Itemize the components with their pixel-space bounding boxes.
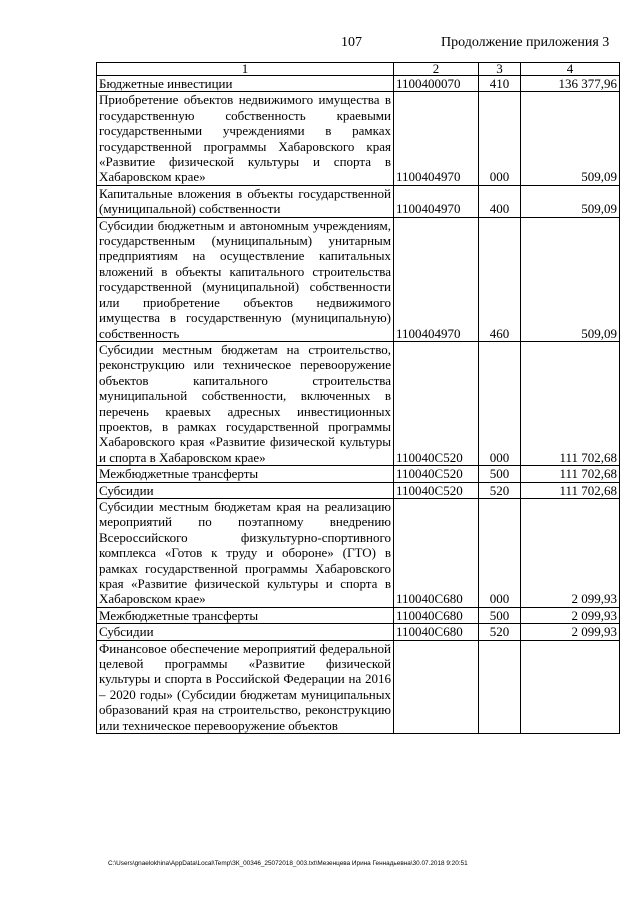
row-amount: 111 702,68 (521, 482, 620, 498)
row-type: 000 (479, 341, 521, 465)
row-type: 520 (479, 624, 521, 640)
row-code: 1100400070 (394, 76, 479, 92)
table-row (97, 624, 620, 640)
row-amount: 136 377,96 (521, 76, 620, 92)
row-type: 000 (479, 92, 521, 185)
row-type: 520 (479, 482, 521, 498)
row-code: 110040С520 (394, 341, 479, 465)
row-code: 1100404970 (394, 217, 479, 341)
row-type: 500 (479, 466, 521, 482)
row-name: Бюджетные инвестиции (97, 76, 394, 92)
row-name: Субсидии (97, 624, 394, 640)
table-row (97, 498, 620, 607)
table-row (97, 185, 620, 217)
row-amount: 509,09 (521, 185, 620, 217)
table-row (97, 92, 620, 185)
row-amount: 2 099,93 (521, 498, 620, 607)
row-name: Капитальные вложения в объекты государственной (муниципальной) собственности (97, 185, 394, 217)
continuation-title: Продолжение приложения 3 (441, 35, 610, 50)
row-name: Приобретение объектов недвижимого имущества в государственную собственность краевыми государственными учреждениями в рамках государственной программы Хабаровского края «Развитие физической культуры и спорта в Хабаровском крае» (97, 92, 394, 185)
table-row (97, 482, 620, 498)
column-header: 2 (394, 63, 479, 76)
column-header: 4 (521, 63, 620, 76)
row-name: Субсидии (97, 482, 394, 498)
file-path-footer: C:\Users\gnaelokhina\AppData\Local\Temp\ЗК_00346_25072018_003.txt\Мезенцева Ирина Геннадьевна\30.07.2018 9:20:51 (108, 860, 468, 867)
row-type: 460 (479, 217, 521, 341)
row-code (394, 640, 479, 733)
table-row (97, 76, 620, 92)
row-type: 410 (479, 76, 521, 92)
row-code: 1100404970 (394, 92, 479, 185)
row-code: 110040С520 (394, 466, 479, 482)
row-name: Субсидии местным бюджетам края на реализацию мероприятий по поэтапному внедрению Всероссийского физкультурно-спортивного комплекса «Готов к труду и обороне» (ГТО) в рамках государственной программы Хабаровского края «Развитие физической культуры и спорта в Хабаровском крае» (97, 498, 394, 607)
row-amount (521, 640, 620, 733)
table-row (97, 466, 620, 482)
column-header: 1 (97, 63, 394, 76)
row-name: Субсидии бюджетным и автономным учреждениям, государственным (муниципальным) унитарным предприятиям на осуществление капитальных вложений в объекты капитального строительства государственной (муниципальной) собственности или приобретение объектов недвижимого имущества в государственную (муниципальную) собственность (97, 217, 394, 341)
row-amount: 111 702,68 (521, 341, 620, 465)
column-header-row (97, 63, 620, 76)
row-type (479, 640, 521, 733)
page-number: 107 (341, 35, 362, 50)
row-type: 000 (479, 498, 521, 607)
row-name: Межбюджетные трансферты (97, 607, 394, 623)
budget-table (96, 62, 620, 734)
row-amount: 111 702,68 (521, 466, 620, 482)
column-header: 3 (479, 63, 521, 76)
row-name: Финансовое обеспечение мероприятий федеральной целевой программы «Развитие физической культуры и спорта в Российской Федерации на 2016 – 2020 годы» (Субсидии бюджетам муниципальных образований края на строительство, реконструкцию или техническое перевооружение объектов (97, 640, 394, 733)
row-code: 110040С680 (394, 498, 479, 607)
row-amount: 2 099,93 (521, 624, 620, 640)
row-code: 110040С680 (394, 624, 479, 640)
row-amount: 509,09 (521, 217, 620, 341)
table-row (97, 607, 620, 623)
row-name: Субсидии местным бюджетам на строительство, реконструкцию или техническое перевооружение объектов капитального строительства муниципальной собственности, включенных в перечень краевых адресных инвестиционных проектов, в рамках государственной программы Хабаровского края «Развитие физической культуры и спорта в Хабаровском крае» (97, 341, 394, 465)
row-type: 500 (479, 607, 521, 623)
table-row (97, 341, 620, 465)
row-type: 400 (479, 185, 521, 217)
row-code: 1100404970 (394, 185, 479, 217)
row-amount: 509,09 (521, 92, 620, 185)
row-code: 110040С520 (394, 482, 479, 498)
table-row (97, 217, 620, 341)
row-code: 110040С680 (394, 607, 479, 623)
row-name: Межбюджетные трансферты (97, 466, 394, 482)
row-amount: 2 099,93 (521, 607, 620, 623)
table-row (97, 640, 620, 733)
